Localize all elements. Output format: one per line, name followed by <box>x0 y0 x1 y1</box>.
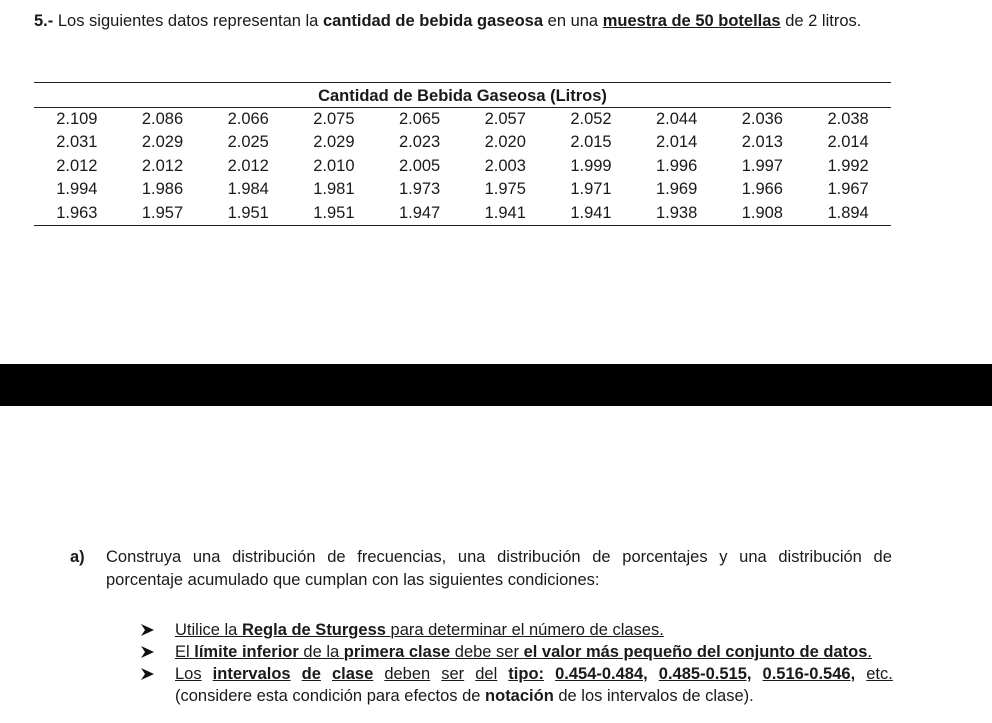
arrow-bullet-icon <box>141 619 155 641</box>
arrow-bullet-icon <box>141 641 155 663</box>
table-cell: 2.014 <box>656 133 698 152</box>
table-cell: 2.005 <box>398 156 441 175</box>
word: una <box>457 548 486 566</box>
word: de <box>592 548 611 566</box>
table-cell: 2.010 <box>313 156 355 175</box>
table-cell: 1.997 <box>741 156 783 175</box>
data-table <box>34 82 891 226</box>
problem-statement: 5.- Los siguientes datos representan la cantidad de bebida gaseosa en una muestra de 50 botellas de 2 litros. <box>34 12 862 30</box>
table-cell: 1.996 <box>656 156 698 175</box>
table-cell: 2.020 <box>484 133 526 152</box>
word: distribución <box>232 548 316 566</box>
word: Construya <box>106 548 182 566</box>
table-cell: 2.003 <box>484 156 526 175</box>
table-cell: 1.941 <box>484 203 526 222</box>
table-cell: 2.044 <box>656 110 698 128</box>
condition-item: Utilice la Regla de Sturgess para determinar el número de clases. <box>141 619 893 641</box>
table-cell: 1.986 <box>141 180 184 199</box>
table-cell: 1.967 <box>827 180 869 199</box>
table-cell: 1.992 <box>827 156 869 175</box>
table-bottom-rule <box>34 225 891 226</box>
table-cell: 2.075 <box>313 110 355 128</box>
condition-item: El límite inferior de la primera clase debe ser el valor más pequeño del conjunto de datos. <box>141 641 893 663</box>
table-cell: 2.029 <box>313 133 355 152</box>
table-cell: 1.973 <box>398 180 441 199</box>
table-cell: 1.947 <box>398 203 441 222</box>
table-cell: 1.971 <box>570 180 612 199</box>
table-cell: 2.109 <box>56 110 98 128</box>
condition-item-continuation: (considere esta condición para efectos de notación de los intervalos de clase). <box>175 687 754 705</box>
table-cell: 1.984 <box>227 180 269 199</box>
table-cell: 1.994 <box>56 180 98 199</box>
arrow-bullet-icon <box>141 663 155 685</box>
table-cell: 2.023 <box>398 133 441 152</box>
table-cell: 1.941 <box>570 203 612 222</box>
part-a-label: a) <box>70 548 85 566</box>
table-title: Cantidad de Bebida Gaseosa (Litros) <box>318 87 607 105</box>
word: frecuencias, <box>357 548 447 566</box>
table-cell: 2.014 <box>827 133 869 152</box>
table-cell: 2.086 <box>141 110 184 128</box>
table-cell: 2.031 <box>56 133 98 152</box>
word: distribución <box>778 548 862 566</box>
table-cell: 2.012 <box>56 156 98 175</box>
word: de <box>873 548 892 566</box>
problem-number: 5.- <box>34 12 54 30</box>
word: una <box>192 548 221 566</box>
part-a <box>70 546 892 592</box>
table-cell: 2.025 <box>227 133 269 152</box>
table-row <box>34 108 891 131</box>
table-cell: 2.057 <box>484 110 526 128</box>
table-cell: 2.029 <box>141 133 184 152</box>
word: y <box>719 548 728 566</box>
sample-size-emphasis: muestra de 50 botellas <box>602 12 781 30</box>
condition-item: Los intervalos de clase deben ser del tipo: 0.454-0.484, 0.485-0.515, 0.516-0.546, etc. <box>141 663 893 685</box>
table-cell: 1.951 <box>313 203 355 222</box>
table-row <box>34 202 891 225</box>
word: distribución <box>497 548 581 566</box>
table-cell: 2.066 <box>227 110 269 128</box>
part-a-line-1 <box>106 546 892 569</box>
word: porcentajes <box>622 548 708 566</box>
table-cell: 2.013 <box>741 133 783 152</box>
part-a-line-2: porcentaje acumulado que cumplan con las siguientes condiciones: <box>106 571 600 589</box>
table-cell: 1.999 <box>570 156 612 175</box>
table-cell: 2.036 <box>741 110 783 128</box>
table-cell: 1.966 <box>741 180 783 199</box>
table-cell: 1.938 <box>656 203 698 222</box>
table-cell: 2.052 <box>570 110 612 128</box>
table-cell: 2.015 <box>570 133 612 152</box>
table-row <box>34 155 891 178</box>
table-cell: 1.894 <box>827 203 869 222</box>
table-cell: 1.957 <box>141 203 184 222</box>
table-cell: 1.975 <box>484 180 526 199</box>
data-grid <box>34 108 891 225</box>
word: una <box>739 548 767 566</box>
table-cell: 1.963 <box>56 203 98 222</box>
table-cell: 2.065 <box>398 110 441 128</box>
table-cell: 1.908 <box>741 203 783 222</box>
redaction-bar <box>0 364 992 406</box>
conditions-list <box>141 619 893 707</box>
table-row <box>34 131 891 154</box>
table-cell: 2.038 <box>827 110 869 128</box>
table-cell: 2.012 <box>227 156 269 175</box>
table-row <box>34 178 891 201</box>
table-cell: 2.012 <box>141 156 184 175</box>
word: de <box>327 548 346 566</box>
table-cell: 1.951 <box>227 203 269 222</box>
table-cell: 1.981 <box>313 180 355 199</box>
table-cell: 1.969 <box>656 180 698 199</box>
